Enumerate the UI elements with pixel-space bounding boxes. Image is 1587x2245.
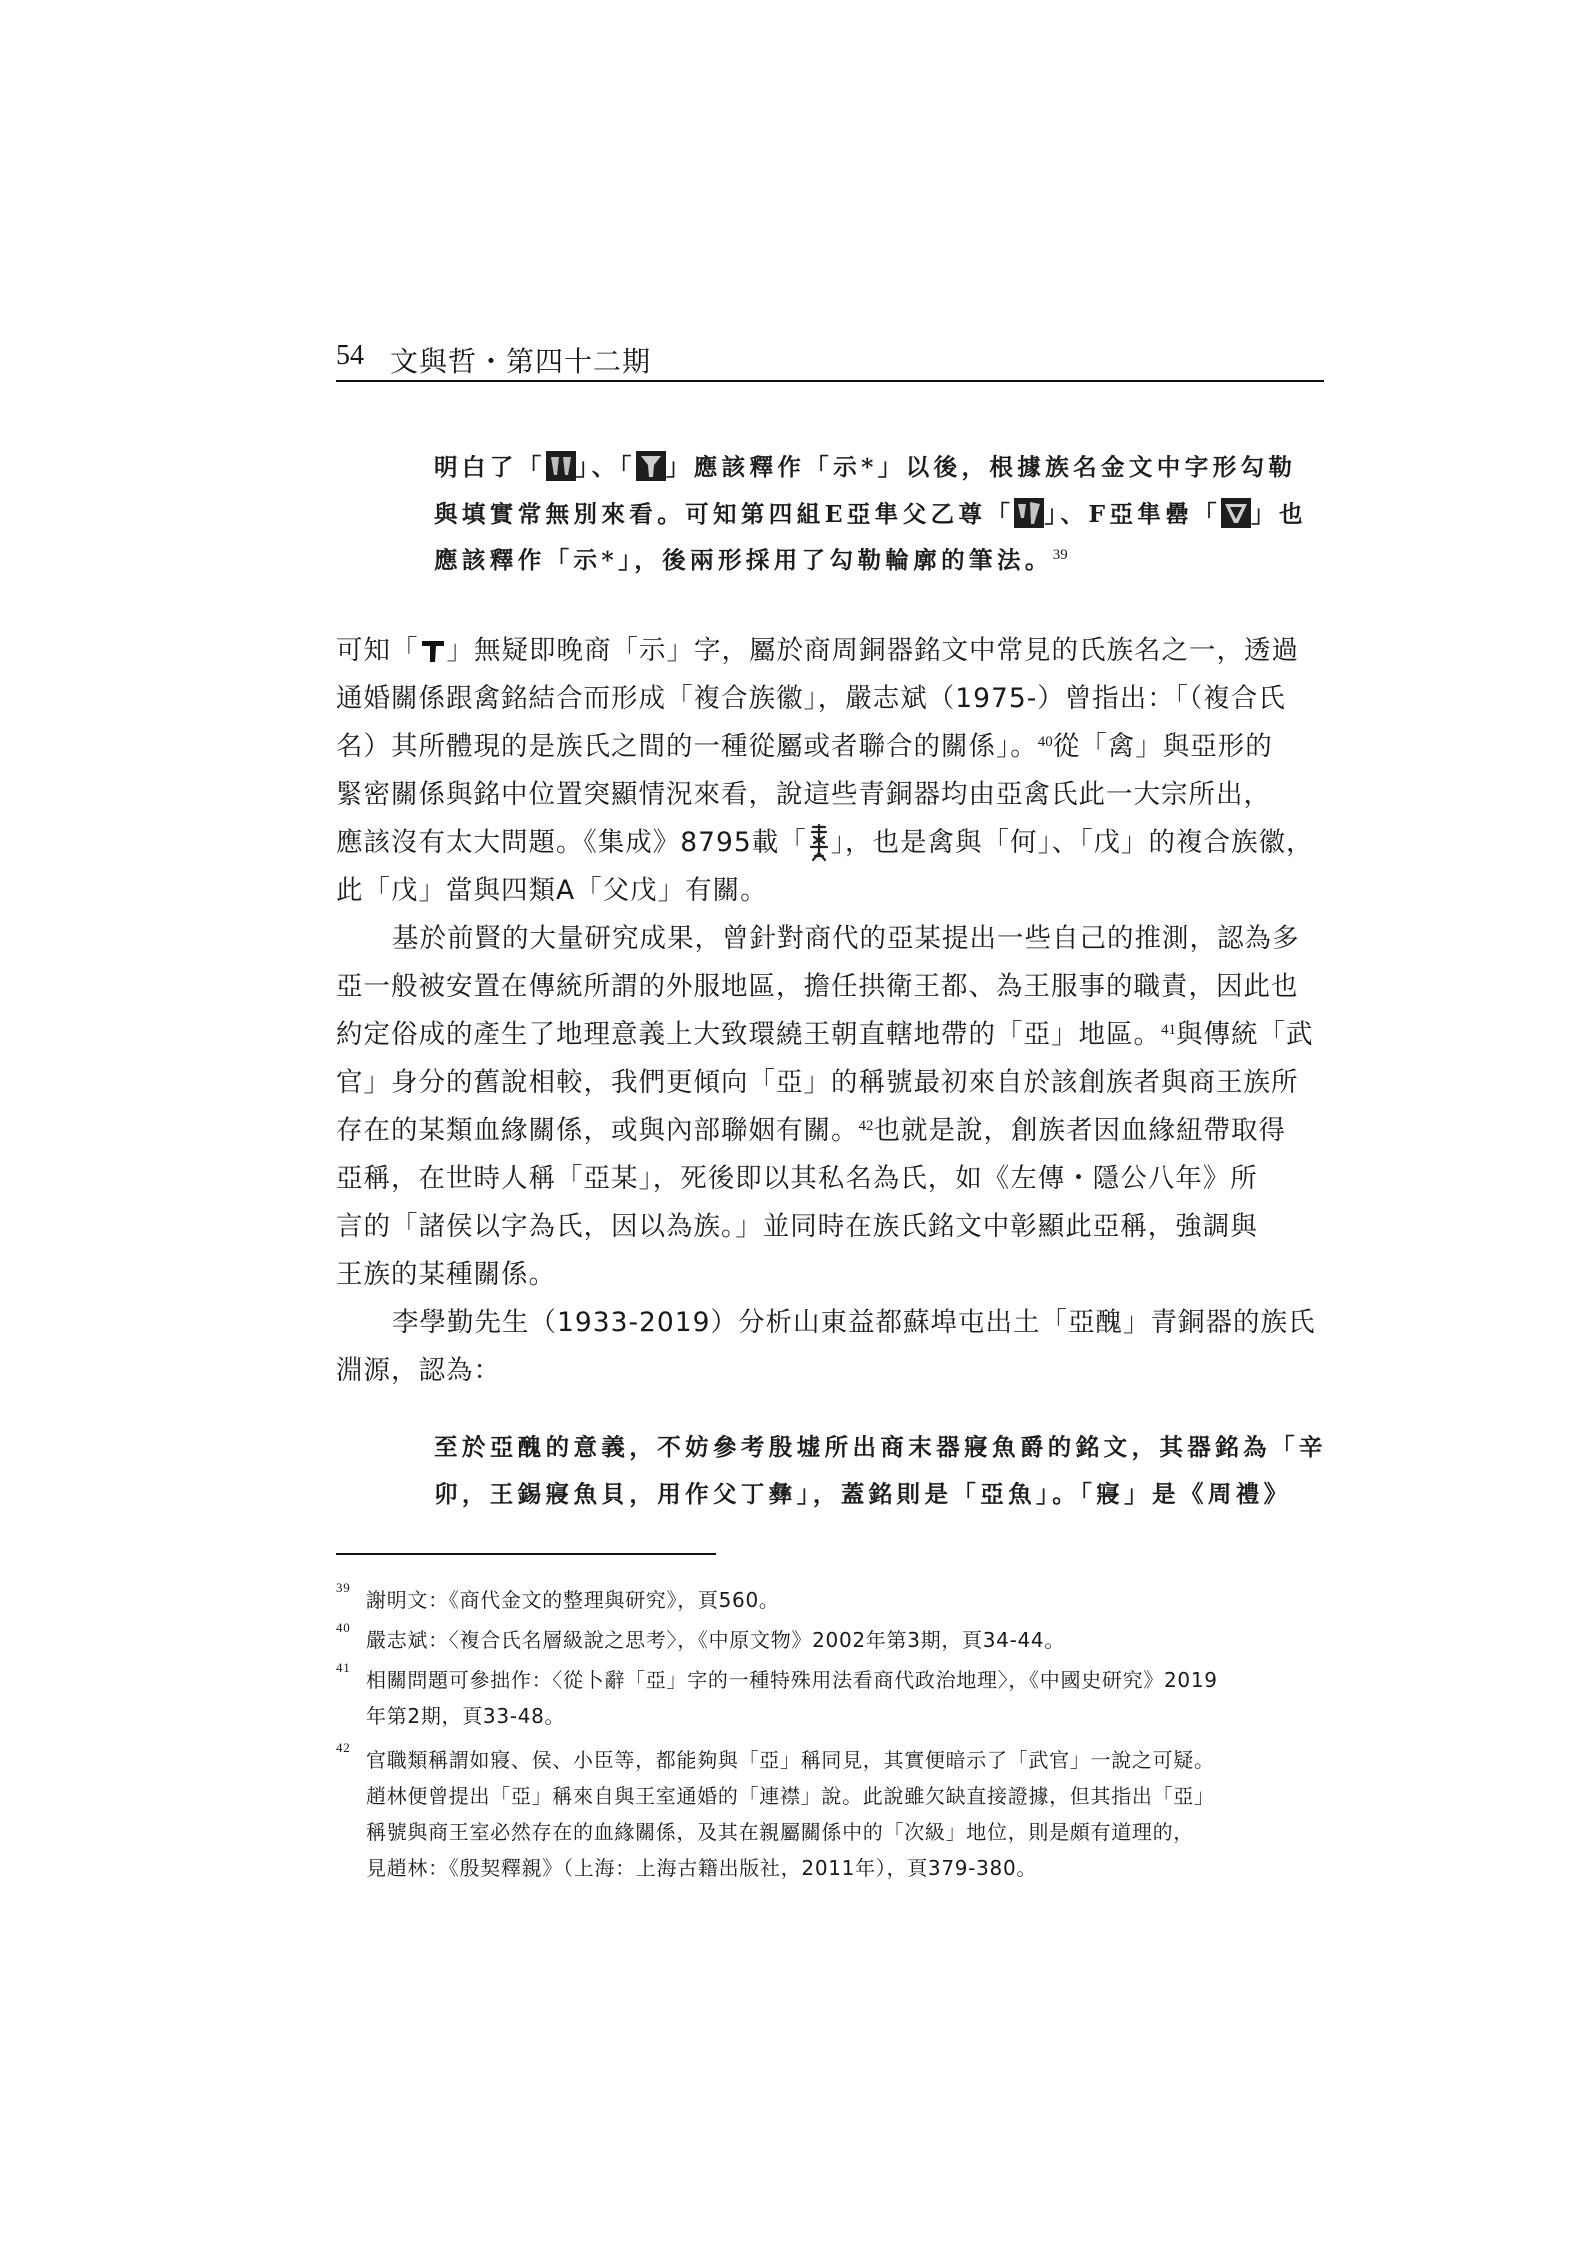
footnote-number: 39 <box>336 1580 351 1595</box>
quote-line: 至於亞醜的意義，不妨參考殷墟所出商末器寢魚爵的銘文，其器銘為「辛 <box>434 1433 1327 1461</box>
clan-emblem-glyph-icon <box>807 823 831 863</box>
footnote-separator <box>336 1553 716 1555</box>
footnote-text: 趙林便曾提出「亞」稱來自與王室通婚的「連襟」說。此說雖欠缺直接證據，但其指出「亞」 <box>366 1784 1215 1808</box>
text-line: 存在的某類血緣關係，或與內部聯姻有關。$^{42}$也就是說，創族者因血緣紐帶取得 <box>336 1115 1286 1146</box>
footnote-text: 官職類稱謂如寢、侯、小臣等，都能夠與「亞」稱同見，其實便暗示了「武官」一說之可疑。 <box>366 1748 1215 1772</box>
quote-line: 應該釋作「示*」，後兩形採用了勾勒輪廓的筆法。$^{39}$ <box>434 546 1068 574</box>
text-line: 此「戊」當與四類A「父戊」有關。 <box>336 875 768 906</box>
shi-glyph-icon <box>419 635 447 665</box>
inscription-glyph-icon <box>546 451 576 481</box>
text-line: 可知「 」無疑即晚商「示」字，屬於商周銅器銘文中常見的氏族名之一，透過 <box>336 635 1299 666</box>
running-head <box>336 340 1324 382</box>
text-line: 淵源，認為： <box>336 1355 501 1386</box>
footnote-number: 41 <box>336 1660 351 1675</box>
footnote-ref[interactable]: 39 <box>1052 547 1068 563</box>
footnote-number: 40 <box>336 1620 351 1635</box>
text-line: 通婚關係跟禽銘結合而形成「複合族徽」，嚴志斌（1975-）曾指出：「（複合氏 <box>336 683 1286 714</box>
footnote-text: 稱號與商王室必然存在的血緣關係，及其在親屬關係中的「次級」地位，則是頗有道理的， <box>366 1820 1194 1844</box>
footnote-ref[interactable]: 40 <box>1037 734 1053 750</box>
text-line: 亞一般被安置在傳統所謂的外服地區，擔任拱衛王都、為王服事的職責，因此也 <box>336 971 1299 1002</box>
footnote-text: 相關問題可參拙作：〈從卜辭「亞」字的一種特殊用法看商代政治地理〉，《中國史研究》2019 <box>366 1668 1218 1692</box>
text-line: 名）其所體現的是族氏之間的一種從屬或者聯合的關係」。$^{40}$從「禽」與亞形的 <box>336 731 1273 762</box>
footnote-text: 年第2期，頁33-48。 <box>366 1704 566 1728</box>
text-line: 王族的某種關係。 <box>336 1259 556 1290</box>
text-line: 亞稱，在世時人稱「亞某」，死後即以其私名為氏，如《左傳・隱公八年》所 <box>336 1163 1258 1194</box>
text-line: 約定俗成的產生了地理意義上大致環繞王朝直轄地帶的「亞」地區。$^{41}$與傳統「武 <box>336 1019 1314 1050</box>
quote-line: 卯，王錫寢魚貝，用作父丁彝」，蓋銘則是「亞魚」。「寢」是《周禮》 <box>434 1480 1292 1508</box>
footnote-ref[interactable]: 41 <box>1161 1022 1176 1038</box>
text-line: 官」身分的舊說相較，我們更傾向「亞」的稱號最初來自於該創族者與商王族所 <box>336 1067 1299 1098</box>
text-line: 李學勤先生（1933-2019）分析山東益都蘇埠屯出土「亞醜」青銅器的族氏 <box>392 1307 1316 1338</box>
inscription-glyph-icon <box>636 451 666 481</box>
journal-title: 文與哲・第四十二期 <box>390 347 652 378</box>
text-line: 應該沒有太大問題。《集成》8795載「 」，也是禽與「何」、「戊」的複合族徽， <box>336 820 1313 863</box>
footnote-number: 42 <box>336 1740 351 1755</box>
footnote-ref[interactable]: 42 <box>858 1118 874 1134</box>
inscription-glyph-icon <box>1221 498 1251 528</box>
footnote-text: 謝明文：《商代金文的整理與研究》，頁560。 <box>366 1588 780 1612</box>
page-number: 54 <box>336 340 364 371</box>
text-line: 緊密關係與銘中位置突顯情況來看，說這些青銅器均由亞禽氏此一大宗所出， <box>336 779 1271 810</box>
quote-line: 明白了「 」、「 」應該釋作「示*」以後，根據族名金文中字形勾勒 <box>434 453 1297 481</box>
footnote-text: 嚴志斌：〈複合氏名層級說之思考〉，《中原文物》2002年第3期，頁34-44。 <box>366 1628 1066 1652</box>
quote-line: 與填實常無別來看。可知第四組E亞隼父乙尊「 」、F亞隼罍「 」也 <box>434 500 1307 528</box>
inscription-glyph-icon <box>1014 498 1044 528</box>
text-line: 基於前賢的大量研究成果，曾針對商代的亞某提出一些自己的推測，認為多 <box>392 923 1300 954</box>
text-line: 言的「諸侯以字為氏，因以為族。」並同時在族氏銘文中彰顯此亞稱，強調與 <box>336 1211 1258 1242</box>
footnote-text: 見趙林：《殷契釋親》（上海：上海古籍出版社，2011年），頁379-380。 <box>366 1856 1038 1880</box>
